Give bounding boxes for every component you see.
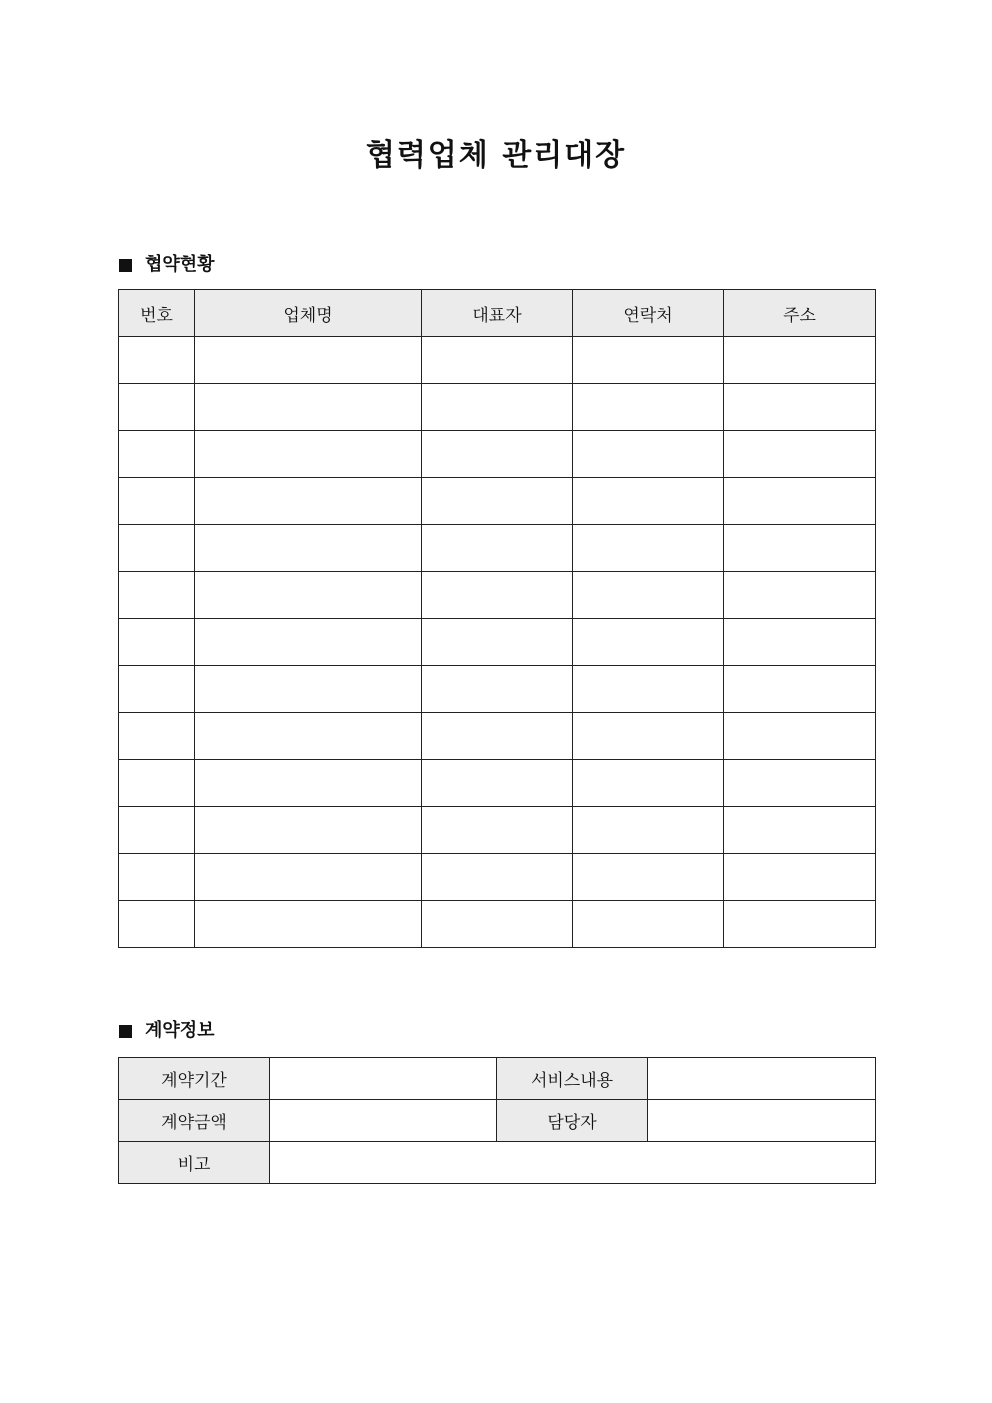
- company-name-cell[interactable]: [195, 760, 422, 807]
- representative-cell[interactable]: [422, 901, 573, 948]
- representative-cell[interactable]: [422, 666, 573, 713]
- address-cell[interactable]: [724, 619, 876, 666]
- table-row: [119, 854, 876, 901]
- table-row: [119, 384, 876, 431]
- number-cell[interactable]: [119, 384, 195, 431]
- table-header-row: [119, 290, 876, 337]
- address-cell[interactable]: [724, 807, 876, 854]
- contact-cell[interactable]: [573, 760, 724, 807]
- contract-period-field[interactable]: [270, 1058, 497, 1100]
- address-cell[interactable]: [724, 478, 876, 525]
- company-name-cell[interactable]: [195, 713, 422, 760]
- address-cell[interactable]: [724, 854, 876, 901]
- company-name-cell[interactable]: [195, 901, 422, 948]
- representative-cell[interactable]: [422, 807, 573, 854]
- service-content-label: 서비스내용: [497, 1058, 648, 1100]
- square-bullet-icon: [119, 259, 132, 272]
- service-content-field[interactable]: [648, 1058, 876, 1100]
- column-header-address: 주소: [724, 290, 876, 337]
- contact-cell[interactable]: [573, 337, 724, 384]
- section-heading-contract-info: [119, 1019, 215, 1043]
- number-cell[interactable]: [119, 901, 195, 948]
- number-cell[interactable]: [119, 431, 195, 478]
- representative-cell[interactable]: [422, 713, 573, 760]
- section-heading-label: 협약현황: [145, 254, 215, 275]
- address-cell[interactable]: [724, 525, 876, 572]
- contact-cell[interactable]: [573, 854, 724, 901]
- table-row: [119, 478, 876, 525]
- number-cell[interactable]: [119, 807, 195, 854]
- company-name-cell[interactable]: [195, 337, 422, 384]
- number-cell[interactable]: [119, 619, 195, 666]
- contract-amount-field[interactable]: [270, 1100, 497, 1142]
- representative-cell[interactable]: [422, 854, 573, 901]
- page-title: 협력업체 관리대장: [365, 138, 627, 173]
- section-heading-label: 계약정보: [145, 1020, 215, 1041]
- table-row: [119, 619, 876, 666]
- number-cell[interactable]: [119, 572, 195, 619]
- note-label: 비고: [119, 1142, 270, 1184]
- company-name-cell[interactable]: [195, 666, 422, 713]
- contact-cell[interactable]: [573, 807, 724, 854]
- representative-cell[interactable]: [422, 384, 573, 431]
- address-cell[interactable]: [724, 572, 876, 619]
- table-row: [119, 1058, 876, 1100]
- table-row: [119, 713, 876, 760]
- address-cell[interactable]: [724, 901, 876, 948]
- number-cell[interactable]: [119, 760, 195, 807]
- contact-cell[interactable]: [573, 713, 724, 760]
- contact-cell[interactable]: [573, 901, 724, 948]
- representative-cell[interactable]: [422, 619, 573, 666]
- address-cell[interactable]: [724, 760, 876, 807]
- address-cell[interactable]: [724, 431, 876, 478]
- number-cell[interactable]: [119, 666, 195, 713]
- table-row: [119, 337, 876, 384]
- contact-cell[interactable]: [573, 525, 724, 572]
- square-bullet-icon: [119, 1025, 132, 1038]
- representative-cell[interactable]: [422, 431, 573, 478]
- address-cell[interactable]: [724, 384, 876, 431]
- number-cell[interactable]: [119, 478, 195, 525]
- table-row: [119, 572, 876, 619]
- representative-cell[interactable]: [422, 525, 573, 572]
- address-cell[interactable]: [724, 337, 876, 384]
- table-row: [119, 431, 876, 478]
- contact-cell[interactable]: [573, 619, 724, 666]
- column-header-contact: 연락처: [573, 290, 724, 337]
- number-cell[interactable]: [119, 713, 195, 760]
- partner-status-table: [118, 289, 876, 948]
- manager-field[interactable]: [648, 1100, 876, 1142]
- column-header-representative: 대표자: [422, 290, 573, 337]
- company-name-cell[interactable]: [195, 572, 422, 619]
- column-header-number: 번호: [119, 290, 195, 337]
- representative-cell[interactable]: [422, 337, 573, 384]
- table-row: [119, 666, 876, 713]
- contract-amount-label: 계약금액: [119, 1100, 270, 1142]
- company-name-cell[interactable]: [195, 525, 422, 572]
- section-heading-partner-status: [119, 253, 215, 277]
- table-row: [119, 807, 876, 854]
- note-field[interactable]: [270, 1142, 876, 1184]
- representative-cell[interactable]: [422, 572, 573, 619]
- table-row: [119, 901, 876, 948]
- contact-cell[interactable]: [573, 431, 724, 478]
- contract-period-label: 계약기간: [119, 1058, 270, 1100]
- table-row: [119, 1142, 876, 1184]
- company-name-cell[interactable]: [195, 478, 422, 525]
- company-name-cell[interactable]: [195, 854, 422, 901]
- company-name-cell[interactable]: [195, 807, 422, 854]
- contact-cell[interactable]: [573, 572, 724, 619]
- representative-cell[interactable]: [422, 478, 573, 525]
- number-cell[interactable]: [119, 525, 195, 572]
- table-row: [119, 760, 876, 807]
- address-cell[interactable]: [724, 713, 876, 760]
- company-name-cell[interactable]: [195, 384, 422, 431]
- company-name-cell[interactable]: [195, 431, 422, 478]
- column-header-company-name: 업체명: [195, 290, 422, 337]
- table-row: [119, 525, 876, 572]
- address-cell[interactable]: [724, 666, 876, 713]
- contact-cell[interactable]: [573, 384, 724, 431]
- table-row: [119, 1100, 876, 1142]
- manager-label: 담당자: [497, 1100, 648, 1142]
- contact-cell[interactable]: [573, 478, 724, 525]
- number-cell[interactable]: [119, 854, 195, 901]
- company-name-cell[interactable]: [195, 619, 422, 666]
- number-cell[interactable]: [119, 337, 195, 384]
- representative-cell[interactable]: [422, 760, 573, 807]
- contract-info-table: [118, 1057, 876, 1184]
- contact-cell[interactable]: [573, 666, 724, 713]
